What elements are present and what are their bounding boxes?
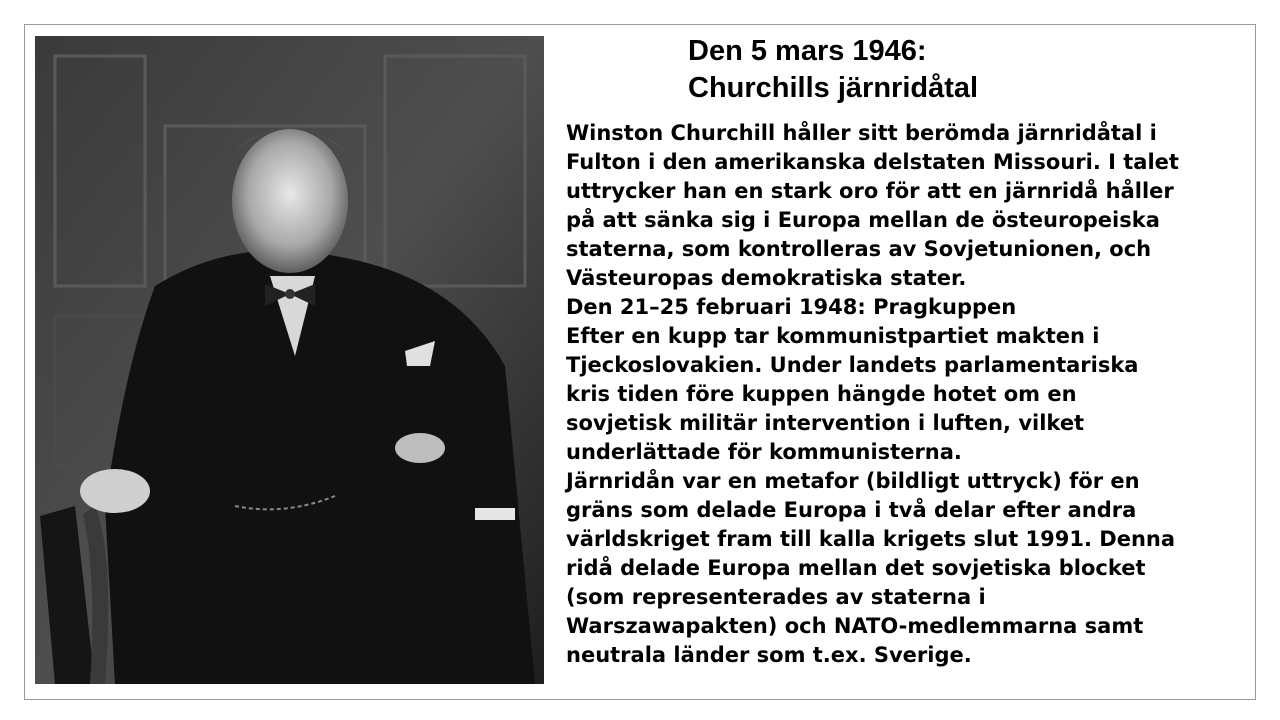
body-line: underlättade för kommunisterna. (566, 440, 962, 464)
title-line: Churchills järnridåtal (688, 72, 979, 104)
portrait-photo (35, 36, 544, 684)
body-line: Järnridån var en metafor (bildligt uttryck) för en (566, 469, 1140, 493)
body-line: gräns som delade Europa i två delar efter andra (566, 498, 1137, 522)
body-line: sovjetisk militär intervention i luften, vilket (566, 411, 1085, 435)
slide-body-text (566, 119, 1256, 670)
body-line: på att sänka sig i Europa mellan de östeuropeiska (566, 208, 1160, 232)
body-line: kris tiden före kuppen hängde hotet om en (566, 382, 1077, 406)
body-line: Fulton i den amerikanska delstaten Missouri. I talet (566, 150, 1179, 174)
body-line: Den 21–25 februari 1948: Pragkuppen (566, 295, 1017, 319)
body-line: Tjeckoslovakien. Under landets parlamentariska (566, 353, 1139, 377)
slide-title (688, 33, 1248, 107)
title-line: Den 5 mars 1946: (688, 35, 927, 67)
body-line: uttrycker han en stark oro för att en järnridå håller (566, 179, 1174, 203)
body-line: neutrala länder som t.ex. Sverige. (566, 643, 972, 667)
body-line: Winston Churchill håller sitt berömda järnridåtal i (566, 121, 1157, 145)
body-line: ridå delade Europa mellan det sovjetiska blocket (566, 556, 1146, 580)
body-line: staterna, som kontrolleras av Sovjetunionen, och (566, 237, 1152, 261)
body-line: världskriget fram till kalla krigets slut 1991. Denna (566, 527, 1176, 551)
body-line: Efter en kupp tar kommunistpartiet makten i (566, 324, 1100, 348)
body-line: Warszawapakten) och NATO-medlemmarna samt (566, 614, 1144, 638)
body-line: (som representerades av staterna i (566, 585, 986, 609)
body-line: Västeuropas demokratiska stater. (566, 266, 967, 290)
